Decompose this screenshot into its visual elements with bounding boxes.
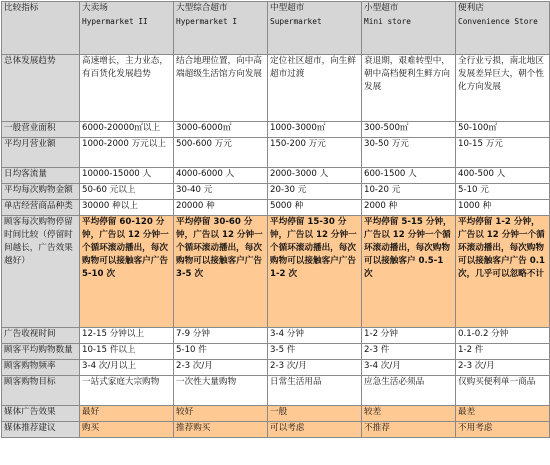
table-cell: 3-5 件 — [268, 344, 362, 360]
table-cell: 30-40 元 — [174, 184, 268, 200]
table-cell: 日常生活用品 — [268, 376, 362, 406]
row-label: 媒体推荐建议 — [2, 422, 80, 438]
table-row — [2, 168, 550, 184]
table-cell: 全行业亏损，南北地区发展差异巨大，朝个性化方向发展 — [456, 55, 550, 122]
table-cell: 30-50 万元 — [362, 138, 456, 168]
table-cell: 3000-6000㎡ — [174, 122, 268, 138]
table-cell: 20-30 元 — [268, 184, 362, 200]
table-cell: 50-60 元以上 — [80, 184, 174, 200]
table-cell: 2-3 次/月 — [268, 360, 362, 376]
table-row — [2, 344, 550, 360]
table-cell: 2-3 次/月 — [174, 360, 268, 376]
table-cell: 平均停留 15-30 分钟，广告以 12 分钟一个循环滚动播出，每次购物可以接触客户广告 1-2 次 — [268, 216, 362, 328]
row-label: 总体发展趋势 — [2, 55, 80, 122]
table-row-highlight — [2, 406, 550, 422]
table-row — [2, 328, 550, 344]
row-label: 广告收视时间 — [2, 328, 80, 344]
table-cell: 1000-2000 万元以上 — [80, 138, 174, 168]
table-cell: 4000-6000 人 — [174, 168, 268, 184]
table-cell: 1-2 分钟 — [362, 328, 456, 344]
table-cell: 高速增长，主力业态，有百货化发展趋势 — [80, 55, 174, 122]
row-label: 顾客购物目标 — [2, 376, 80, 406]
row-label: 平均每次购物金额 — [2, 184, 80, 200]
table-row — [2, 200, 550, 216]
header-sub: Hypermarket II — [82, 17, 148, 26]
table-row-highlight — [2, 422, 550, 438]
table-cell: 推荐购买 — [174, 422, 268, 438]
header-name: 小型超市 — [364, 3, 399, 13]
row-label: 顾客购物频率 — [2, 360, 80, 376]
header-cell — [456, 2, 550, 55]
table-cell: 3-4 分钟 — [268, 328, 362, 344]
row-label: 单店经营商品种类 — [2, 200, 80, 216]
table-cell: 可以考虑 — [268, 422, 362, 438]
header-name: 大卖场 — [82, 3, 108, 13]
header-sub: Mini store — [364, 17, 411, 26]
table-cell: 最好 — [80, 406, 174, 422]
table-row — [2, 184, 550, 200]
table-cell: 不用考虑 — [456, 422, 550, 438]
table-cell: 3-4 次/月 — [362, 360, 456, 376]
table-cell: 较差 — [362, 406, 456, 422]
table-row-highlight — [2, 216, 550, 328]
table-cell: 30000 种以上 — [80, 200, 174, 216]
row-label: 一般营业面积 — [2, 122, 80, 138]
table-cell: 平均停留 5-15 分钟，广告以 12 分钟一个循环滚动播出，每次购物可以接触客户 0.5-1 次 — [362, 216, 456, 328]
header-cell — [80, 2, 174, 55]
row-label: 顾客平均购物数量 — [2, 344, 80, 360]
header-name: 中型超市 — [270, 3, 305, 13]
table-cell: 6000-20000㎡以上 — [80, 122, 174, 138]
table-cell: 500-600 万元 — [174, 138, 268, 168]
row-label: 媒体广告效果 — [2, 406, 80, 422]
table-header-row — [2, 2, 550, 55]
table-cell: 7-9 分钟 — [174, 328, 268, 344]
header-name: 大型综合超市 — [176, 3, 228, 13]
table-row — [2, 55, 550, 122]
header-cell — [174, 2, 268, 55]
table-row — [2, 138, 550, 168]
table-row — [2, 376, 550, 406]
table-cell: 购买 — [80, 422, 174, 438]
header-sub: Supermarket — [270, 17, 322, 26]
table-row — [2, 122, 550, 138]
table-cell: 0.1-0.2 分钟 — [456, 328, 550, 344]
table-cell: 150-200 万元 — [268, 138, 362, 168]
table-cell: 定位社区超市，向生鲜超市过渡 — [268, 55, 362, 122]
comparison-table — [1, 1, 550, 438]
table-cell: 600-1500 人 — [362, 168, 456, 184]
table-cell: 衰退期，艰难转型中，朝中高档便利生鲜方向发展 — [362, 55, 456, 122]
table-cell: 一站式家庭大宗购物 — [80, 376, 174, 406]
header-sub: Convenience Store — [458, 17, 538, 26]
header-cell — [268, 2, 362, 55]
table-cell: 10-15 件以上 — [80, 344, 174, 360]
table-cell: 平均停留 1-2 分钟，广告以 12 分钟一个循环滚动播出，每次购物可以接触客户广告 0.1 次，几乎可以忽略不计 — [456, 216, 550, 328]
table-cell: 一次性大量购物 — [174, 376, 268, 406]
table-cell: 较好 — [174, 406, 268, 422]
table-cell: 最差 — [456, 406, 550, 422]
table-cell: 仅购买便利单一商品 — [456, 376, 550, 406]
table-cell: 10000-15000 人 — [80, 168, 174, 184]
table-cell: 5-10 件 — [174, 344, 268, 360]
table-cell: 2-3 次/月 — [456, 360, 550, 376]
table-cell: 平均停留 30-60 分钟，广告以 12 分钟一个循环滚动播出，每次购物可以接触客户广告 3-5 次 — [174, 216, 268, 328]
header-sub: Hypermarket I — [176, 17, 238, 26]
table-cell: 1000 种 — [456, 200, 550, 216]
header-name: 便利店 — [458, 3, 484, 13]
table-cell: 2000-3000 人 — [268, 168, 362, 184]
header-cell — [362, 2, 456, 55]
header-label-cell: 比较指标 — [2, 2, 80, 55]
table-cell: 平均停留 60-120 分钟，广告以 12 分钟一个循环滚动播出，每次购物可以接触客户广告 5-10 次 — [80, 216, 174, 328]
table-row — [2, 360, 550, 376]
row-label: 顾客每次购物停留时间比较（停留时间越长，广告效果越好） — [2, 216, 80, 328]
table-cell: 50-100㎡ — [456, 122, 550, 138]
table-cell: 一般 — [268, 406, 362, 422]
table-cell: 5-10 元 — [456, 184, 550, 200]
table-cell: 结合地理位置，向中高端超级生活馆方向发展 — [174, 55, 268, 122]
table-cell: 不推荐 — [362, 422, 456, 438]
table-cell: 2-3 件 — [362, 344, 456, 360]
table-cell: 10-15 万元 — [456, 138, 550, 168]
table-cell: 1000-3000㎡ — [268, 122, 362, 138]
row-label: 平均月营业额 — [2, 138, 80, 168]
table-cell: 5000 种 — [268, 200, 362, 216]
table-cell: 应急生活必须品 — [362, 376, 456, 406]
table-cell: 12-15 分钟以上 — [80, 328, 174, 344]
table-cell: 10-20 元 — [362, 184, 456, 200]
table-cell: 20000 种 — [174, 200, 268, 216]
table-cell: 400-500 人 — [456, 168, 550, 184]
table-cell: 300-500㎡ — [362, 122, 456, 138]
row-label: 日均客流量 — [2, 168, 80, 184]
table-cell: 2000 种 — [362, 200, 456, 216]
table-cell: 3-4 次/月以上 — [80, 360, 174, 376]
table-cell: 1-2 件 — [456, 344, 550, 360]
